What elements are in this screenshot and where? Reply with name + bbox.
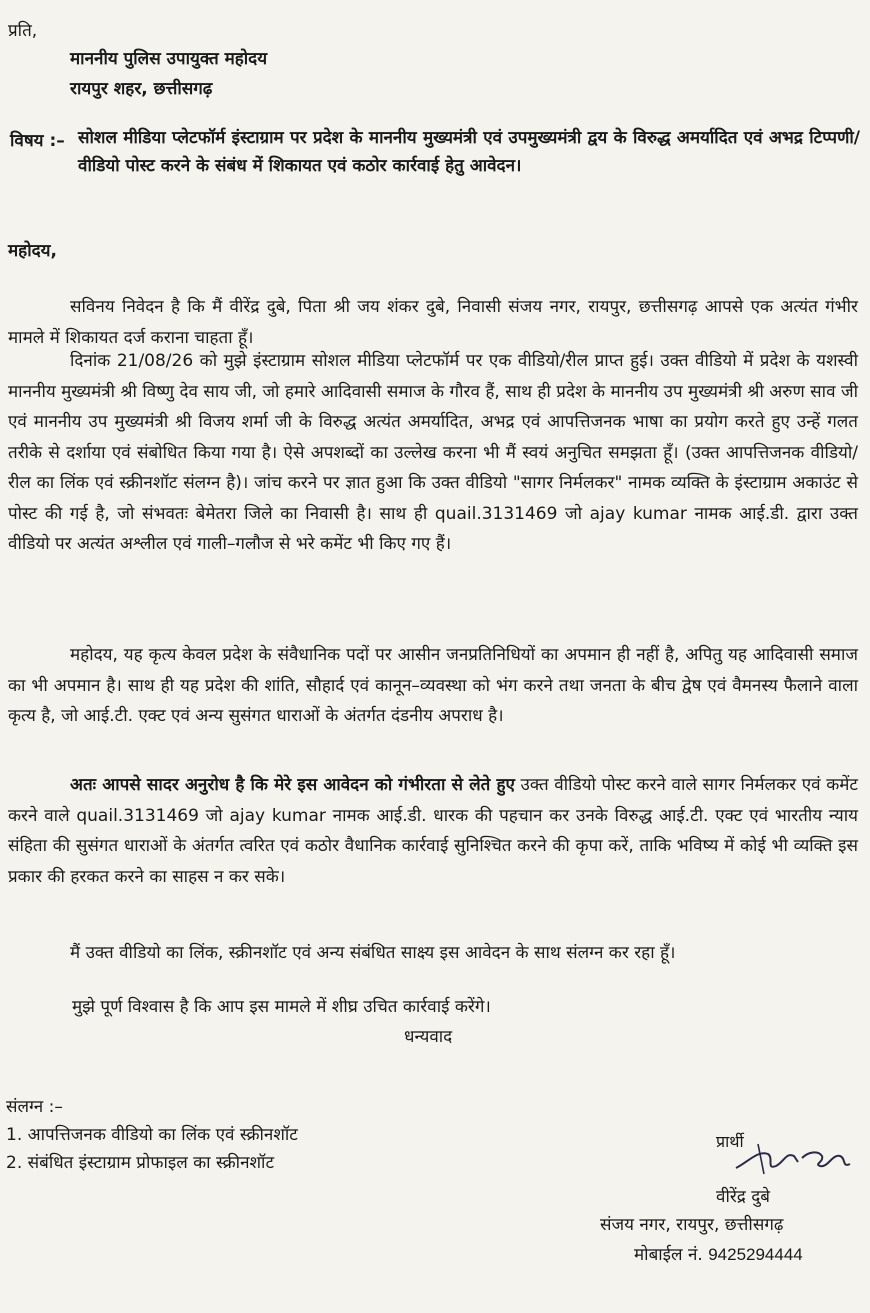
addressee-line-2: रायपुर शहर, छत्तीसगढ़ [70, 79, 213, 99]
paragraph-intro: सविनय निवेदन है कि मैं वीरेंद्र दुबे, पिता श्री जय शंकर दुबे, निवासी संजय नगर, रायपुर, छत्तीसगढ़ आपसे एक अत्यंत गंभीर मामले में शिकायत दर्ज कराना चाहता हूँ। [8, 297, 858, 348]
mobile-label: मोबाईल नं. [634, 1245, 703, 1265]
request-text: उक्त वीडियो पोस्ट करने वाले सागर निर्मलकर एवं कमेंट करने वाले quail.3131469 जो ajay kumar नामक आई.डी. धारक की पहचान कर उनके विरुद्ध आई.टी. एक्ट एवं भारतीय न्याय संहिता की सुसंगत धाराओं के अंतर्गत त्वरित एवं कठोर वैधानिक कार्रवाई सुनिश्चित करने की कृपा करें, ताकि भविष्य में कोई भी व्यक्ति इस प्रकार की हरकत करने का साहस न कर सके। [8, 775, 858, 887]
attachments-heading: संलग्न :– [6, 1097, 63, 1117]
signatory-name: वीरेंद्र दुबे [716, 1187, 770, 1207]
signature-label: प्रार्थी [716, 1132, 744, 1151]
salutation: महोदय, [8, 241, 57, 261]
handwritten-signature [728, 1132, 858, 1182]
signatory-mobile [634, 1242, 803, 1265]
paragraph-request [8, 770, 858, 892]
paragraph-trust: मुझे पूर्ण विश्वास है कि आप इस मामले में शीघ्र उचित कार्रवाई करेंगे। [72, 997, 491, 1017]
addressee-line-1: माननीय पुलिस उपायुक्त महोदय [70, 49, 268, 69]
request-emphasis: अतः आपसे सादर अनुरोध है कि मेरे इस आवेदन को गंभीरता से लेते हुए [70, 775, 515, 795]
attachment-item-2: 2. संबंधित इंस्टाग्राम प्रोफाइल का स्क्रीनशॉट [6, 1153, 275, 1173]
paragraph-incident: दिनांक 21/08/26 को मुझे इंस्टाग्राम सोशल मीडिया प्लेटफॉर्म पर एक वीडियो/रील प्राप्त हुई। उक्त वीडियो में प्रदेश के यशस्वी माननीय मुख्यमंत्री श्री विष्णु देव साय जी, जो हमारे आदिवासी समाज के गौरव हैं, साथ ही प्रदेश के माननीय उप मुख्यमंत्री श्री अरुण साव जी एवं माननीय उप मुख्यमंत्री श्री विजय शर्मा जी के विरुद्ध अत्यंत अमर्यादित, अभद्र एवं आपत्तिजनक भाषा का प्रयोग करते हुए उन्हें गलत तरीके से दर्शाया एवं संबोधित किया गया है। ऐसे अपशब्दों का उल्लेख करना भी मैं स्वयं अनुचित समझता हूँ। (उक्त आपत्तिजनक वीडियो/रील का लिंक एवं स्क्रीनशॉट संलग्न है)। जांच करने पर ज्ञात हुआ कि उक्त वीडियो "सागर निर्मलकर" नामक व्यक्ति के इंस्टाग्राम अकाउंट से पोस्ट की गई है, जो संभवतः बेमेतरा जिले का निवासी है। साथ ही quail.3131469 जो ajay kumar नामक आई.डी. द्वारा उक्त वीडियो पर अत्यंत अश्लील एवं गाली–गलौज से भरे कमेंट भी किए गए हैं। [8, 351, 858, 554]
signatory-address: संजय नगर, रायपुर, छत्तीसगढ़ [600, 1215, 784, 1235]
attachment-item-1: 1. आपत्तिजनक वीडियो का लिंक एवं स्क्रीनशॉट [6, 1125, 298, 1145]
paragraph-offence: महोदय, यह कृत्य केवल प्रदेश के संवैधानिक पदों पर आसीन जनप्रतिनिधियों का अपमान ही नहीं है, अपितु यह आदिवासी समाज का भी अपमान है। साथ ही यह प्रदेश की शांति, सौहार्द एवं कानून–व्यवस्था को भंग करने तथा जनता के बीच द्वेष एवं वैमनस्य फैलाने वाला कृत्य है, जो आई.टी. एक्ट एवं अन्य सुसंगत धाराओं के अंतर्गत दंडनीय अपराध है। [8, 645, 858, 726]
thanks-text: धन्यवाद [404, 1027, 453, 1047]
subject-text: सोशल मीडिया प्लेटफॉर्म इंस्टाग्राम पर प्रदेश के माननीय मुख्यमंत्री एवं उपमुख्यमंत्री द्वय के विरुद्ध अमर्यादित एवं अभद्र टिप्पणी/वीडियो पोस्ट करने के संबंध में शिकायत एवं कठोर कार्रवाई हेतु आवेदन। [78, 128, 860, 176]
mobile-number: 9425294444 [708, 1245, 803, 1264]
paragraph-evidence: मैं उक्त वीडियो का लिंक, स्क्रीनशॉट एवं अन्य संबंधित साक्ष्य इस आवेदन के साथ संलग्न कर रहा हूँ। [70, 943, 676, 963]
subject-label: विषय :– [10, 131, 65, 151]
to-prefix: प्रति, [8, 21, 38, 41]
